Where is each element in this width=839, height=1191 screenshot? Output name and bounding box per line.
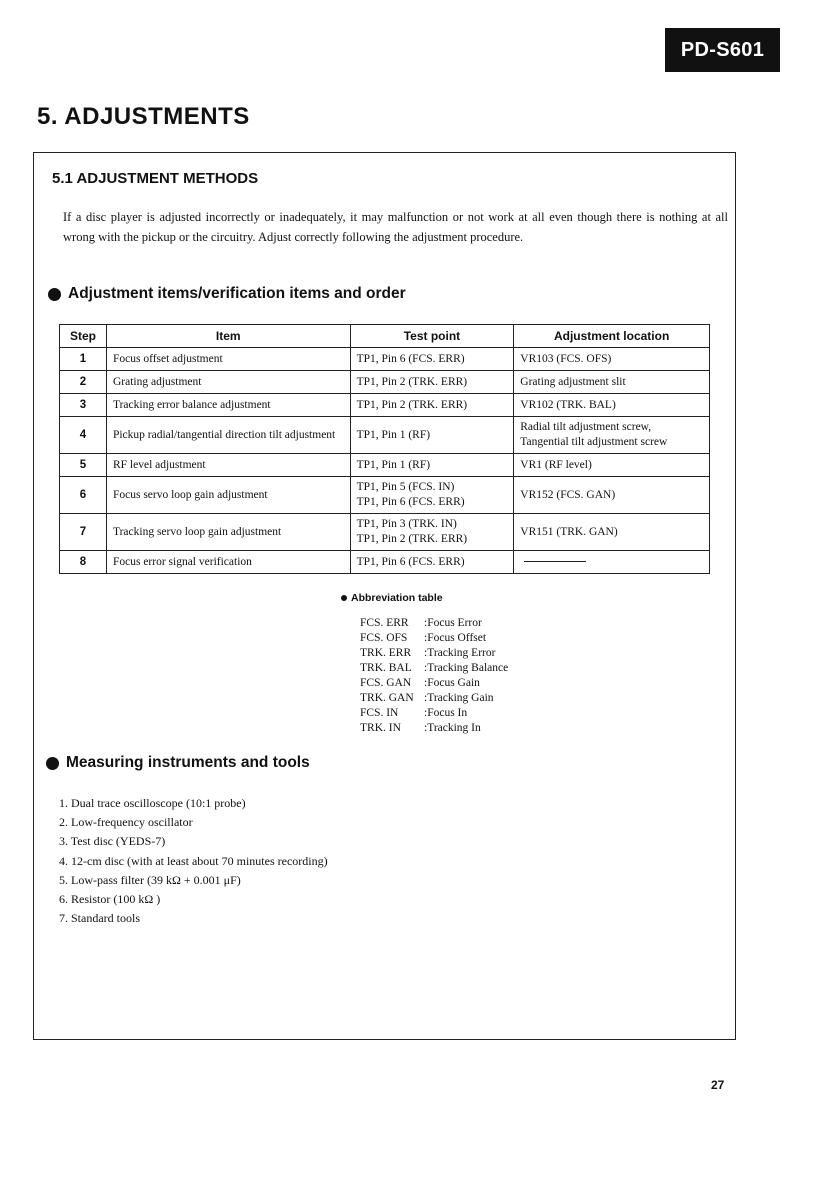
- col-test-point: Test point: [350, 325, 514, 348]
- item-cell: Focus servo loop gain adjustment: [106, 477, 350, 514]
- item-cell: Tracking error balance adjustment: [106, 394, 350, 417]
- abbr-value: :Tracking In: [424, 722, 481, 734]
- tools-list: [59, 794, 328, 928]
- abbr-key: FCS. ERR: [360, 617, 409, 629]
- test-point-line: TP1, Pin 2 (TRK. ERR): [356, 533, 468, 545]
- abbr-key: TRK. IN: [360, 722, 401, 734]
- list-item: 2. Low-frequency oscillator: [59, 815, 193, 830]
- item-cell: RF level adjustment: [106, 454, 350, 477]
- test-point-cell: [350, 477, 514, 514]
- step-cell: 5: [60, 454, 107, 477]
- table-row: [60, 394, 710, 417]
- adjustment-items-heading-text: Adjustment items/verification items and order: [68, 285, 406, 302]
- step-cell: 6: [60, 477, 107, 514]
- list-item: [360, 691, 508, 706]
- list-item: [360, 646, 508, 661]
- location-cell: VR1 (RF level): [514, 454, 710, 477]
- intro-paragraph: If a disc player is adjusted incorrectly or inadequately, it may malfunction or not work at all even though there is nothing at all wrong with the pickup or the circuitry. Adjust correctly following the adjustment procedure.: [63, 210, 728, 244]
- location-line: Tangential tilt adjustment screw: [520, 436, 668, 448]
- adjustment-table: [59, 324, 710, 574]
- col-location: Adjustment location: [514, 325, 710, 348]
- item-cell: Pickup radial/tangential direction tilt adjustment: [106, 417, 350, 454]
- model-badge: [665, 28, 780, 72]
- abbreviation-list: [360, 616, 508, 736]
- abbr-value: :Focus Gain: [424, 677, 480, 689]
- test-point-cell: TP1, Pin 1 (RF): [350, 417, 514, 454]
- chapter-title: 5. ADJUSTMENTS: [37, 103, 250, 130]
- abbr-key: TRK. BAL: [360, 662, 412, 674]
- test-point-cell: TP1, Pin 1 (RF): [350, 454, 514, 477]
- test-point-cell: [350, 514, 514, 551]
- table-row: [60, 514, 710, 551]
- table-row: [60, 417, 710, 454]
- list-item: [360, 706, 508, 721]
- page-number: 27: [711, 1078, 725, 1092]
- list-item: 6. Resistor (100 kΩ ): [59, 892, 161, 907]
- abbr-key: FCS. IN: [360, 707, 399, 719]
- bullet-icon: [341, 595, 347, 601]
- location-cell: Grating adjustment slit: [514, 371, 710, 394]
- table-header-row: [60, 325, 710, 348]
- test-point-line: TP1, Pin 6 (FCS. ERR): [356, 496, 465, 508]
- list-item: [360, 721, 508, 736]
- list-item: 3. Test disc (YEDS-7): [59, 834, 166, 849]
- bullet-icon: [48, 288, 61, 301]
- tools-heading: [46, 754, 310, 772]
- list-item: [360, 616, 508, 631]
- abbr-value: :Tracking Gain: [424, 692, 494, 704]
- abbreviation-title: [341, 592, 443, 604]
- col-step: Step: [60, 325, 107, 348]
- item-cell: Focus error signal verification: [106, 551, 350, 574]
- list-item: [360, 661, 508, 676]
- abbr-value: :Focus In: [424, 707, 468, 719]
- abbr-key: TRK. GAN: [360, 692, 414, 704]
- test-point-cell: TP1, Pin 2 (TRK. ERR): [350, 394, 514, 417]
- list-item: 7. Standard tools: [59, 911, 140, 926]
- location-cell: VR152 (FCS. GAN): [514, 477, 710, 514]
- step-cell: 4: [60, 417, 107, 454]
- table-row: [60, 454, 710, 477]
- step-cell: 8: [60, 551, 107, 574]
- test-point-cell: TP1, Pin 6 (FCS. ERR): [350, 348, 514, 371]
- test-point-cell: TP1, Pin 6 (FCS. ERR): [350, 551, 514, 574]
- abbr-value: :Focus Error: [424, 617, 482, 629]
- abbr-value: :Tracking Balance: [424, 662, 509, 674]
- location-cell: VR102 (TRK. BAL): [514, 394, 710, 417]
- abbreviation-title-text: Abbreviation table: [351, 592, 443, 604]
- list-item: 4. 12-cm disc (with at least about 70 minutes recording): [59, 853, 328, 868]
- abbr-value: :Focus Offset: [424, 632, 487, 644]
- model-label: PD-S601: [680, 38, 765, 61]
- list-item: [360, 631, 508, 646]
- list-item: 1. Dual trace oscilloscope (10:1 probe): [59, 796, 246, 810]
- location-line: Radial tilt adjustment screw,: [520, 421, 652, 433]
- test-point-line: TP1, Pin 3 (TRK. IN): [356, 518, 457, 530]
- test-point-line: TP1, Pin 5 (FCS. IN): [356, 481, 455, 493]
- abbr-value: :Tracking Error: [424, 647, 496, 659]
- abbr-key: FCS. OFS: [360, 632, 408, 644]
- abbr-key: FCS. GAN: [360, 677, 412, 689]
- item-cell: Grating adjustment: [106, 371, 350, 394]
- bullet-icon: [46, 757, 59, 770]
- empty-dash: [524, 561, 586, 562]
- col-item: Item: [106, 325, 350, 348]
- abbr-key: TRK. ERR: [360, 647, 412, 659]
- list-item: 5. Low-pass filter (39 kΩ + 0.001 μF): [59, 872, 241, 887]
- item-cell: Tracking servo loop gain adjustment: [106, 514, 350, 551]
- location-cell: VR103 (FCS. OFS): [514, 348, 710, 371]
- test-point-cell: TP1, Pin 2 (TRK. ERR): [350, 371, 514, 394]
- table-row: [60, 371, 710, 394]
- list-item: [360, 676, 508, 691]
- section-title: 5.1 ADJUSTMENT METHODS: [52, 170, 259, 187]
- step-cell: 2: [60, 371, 107, 394]
- location-cell: [514, 551, 710, 574]
- location-cell: VR151 (TRK. GAN): [514, 514, 710, 551]
- table-row: [60, 348, 710, 371]
- step-cell: 1: [60, 348, 107, 371]
- step-cell: 3: [60, 394, 107, 417]
- table-row: [60, 551, 710, 574]
- table-row: [60, 477, 710, 514]
- adjustment-items-heading: [48, 285, 406, 303]
- location-cell: [514, 417, 710, 454]
- tools-heading-text: Measuring instruments and tools: [66, 754, 310, 771]
- item-cell: Focus offset adjustment: [106, 348, 350, 371]
- step-cell: 7: [60, 514, 107, 551]
